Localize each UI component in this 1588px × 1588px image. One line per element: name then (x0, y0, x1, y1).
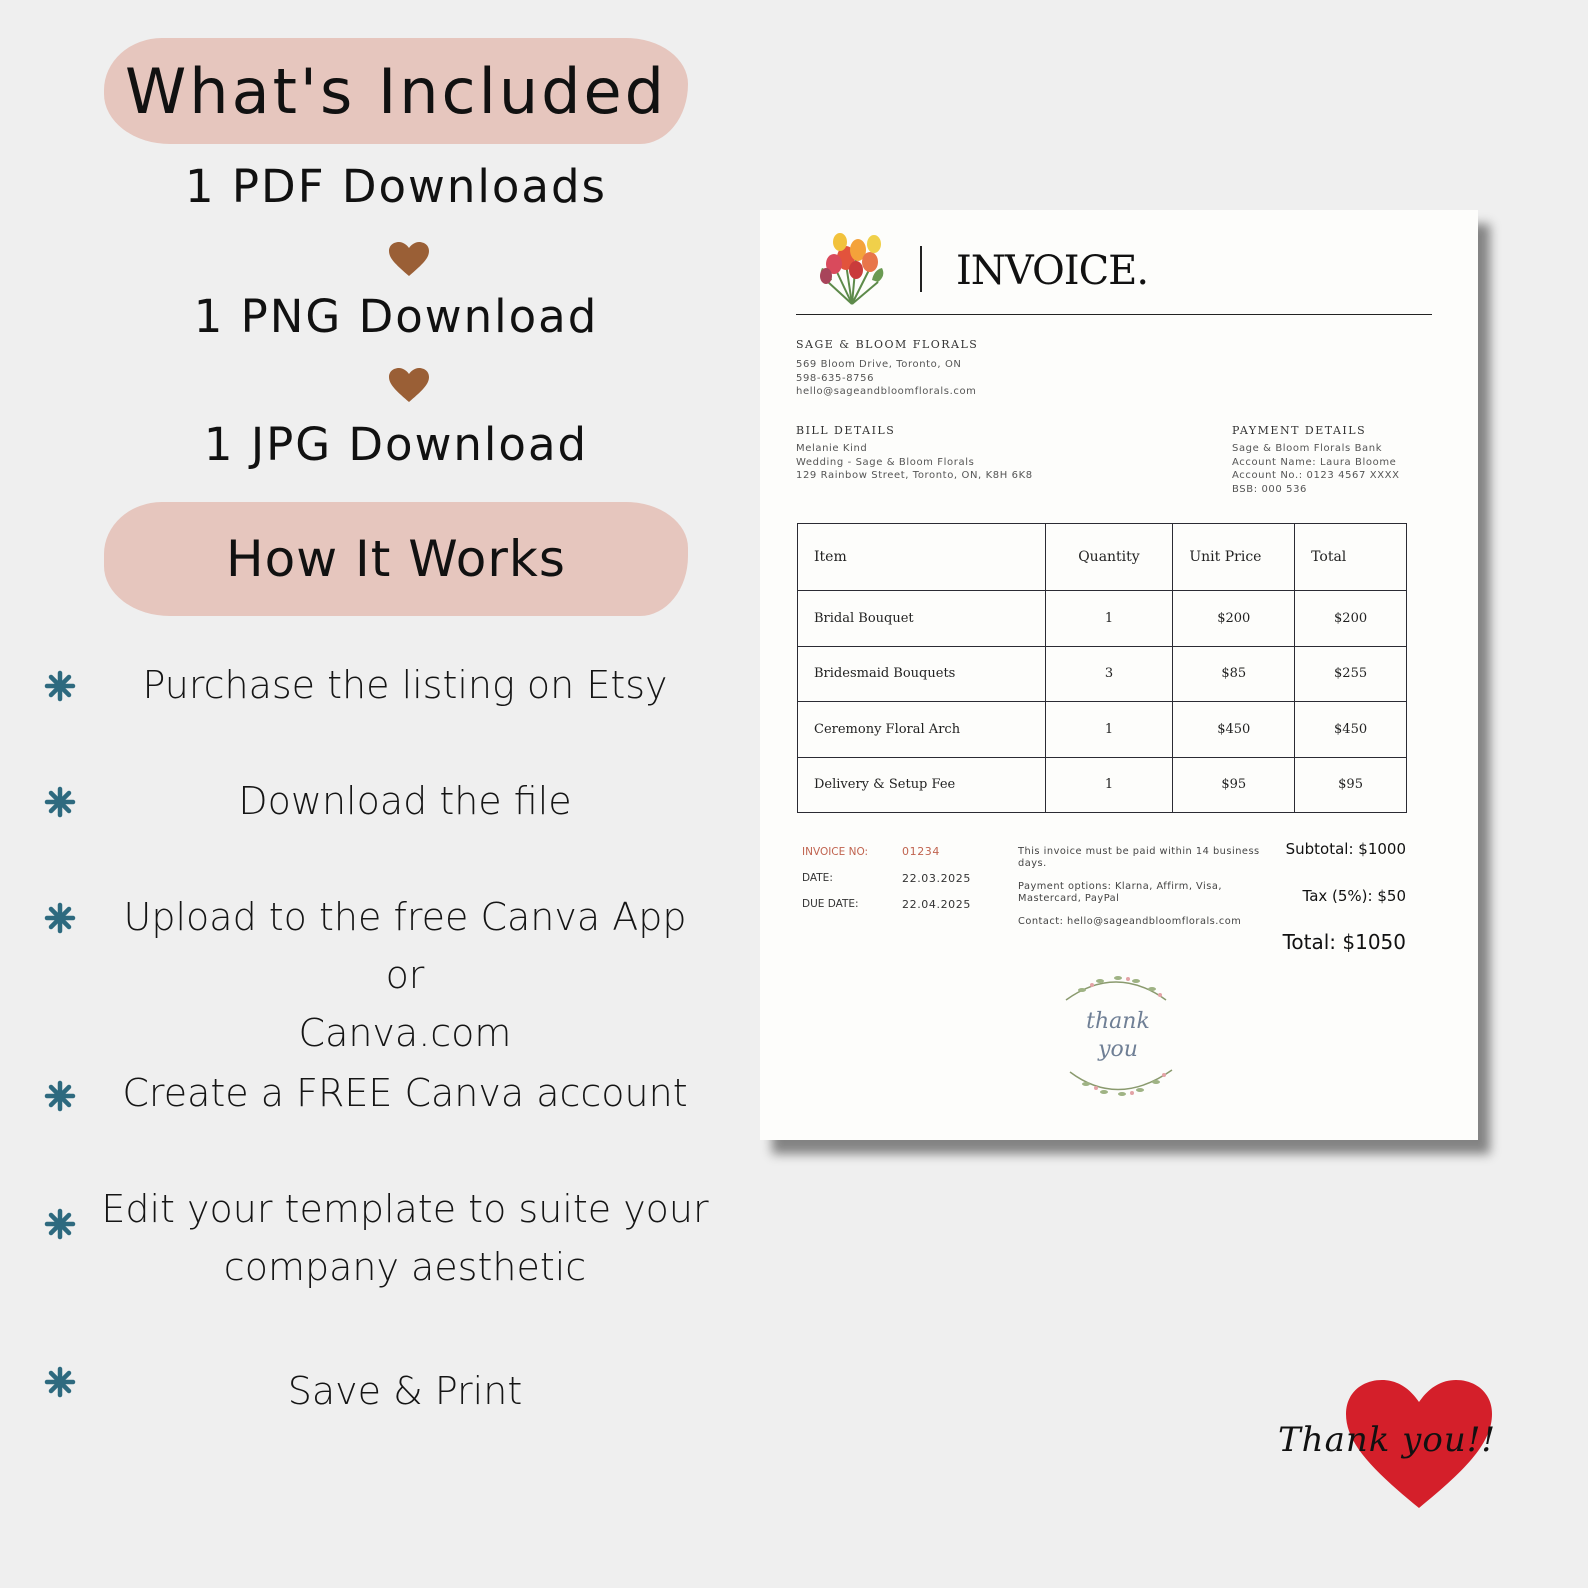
step-1-text: Purchase the listing on Etsy (142, 663, 668, 707)
invoice-no-value: 01234 (902, 845, 940, 858)
header-unit-price: Unit Price (1173, 524, 1295, 591)
header-rule (796, 314, 1432, 315)
company-name: SAGE & BLOOM FLORALS (796, 338, 979, 351)
row-total: $255 (1295, 646, 1407, 702)
row-unit-price: $95 (1173, 757, 1295, 813)
step-5 (100, 1180, 710, 1296)
row-item: Delivery & Setup Fee (798, 757, 1046, 813)
heart-icon (389, 368, 429, 404)
included-item-jpg: 1 JPG Download (203, 418, 589, 471)
step-3-text-line1: Upload to the free Canva App or (123, 895, 687, 997)
tulip-bouquet-icon (812, 224, 892, 310)
row-item: Bridesmaid Bouquets (798, 646, 1046, 702)
subtotal: Subtotal: $1000 (1285, 840, 1406, 858)
row-quantity: 1 (1045, 757, 1173, 813)
asterisk-flower-icon (44, 786, 76, 818)
date-label: DATE: (802, 872, 833, 884)
payment-terms: This invoice must be paid within 14 business days. (1018, 846, 1260, 869)
date-value: 22.03.2025 (902, 872, 971, 885)
wreath-text-thank: thank (1086, 1009, 1150, 1034)
asterisk-flower-icon (44, 1208, 76, 1240)
header-total: Total (1295, 524, 1407, 591)
step-3 (100, 888, 710, 1062)
bill-event: Wedding - Sage & Bloom Florals (796, 456, 975, 468)
thank-you-wreath (1056, 970, 1180, 1102)
row-quantity: 1 (1045, 702, 1173, 758)
invoice-preview (760, 210, 1478, 1140)
bill-info (796, 442, 1033, 483)
company-address: 569 Bloom Drive, Toronto, ON (796, 359, 962, 370)
company-phone: 598-635-8756 (796, 372, 875, 384)
row-quantity: 1 (1045, 591, 1173, 647)
row-item: Ceremony Floral Arch (798, 702, 1046, 758)
company-info (796, 358, 977, 399)
step-5-text-line2: company aesthetic (223, 1245, 587, 1289)
bill-address: 129 Rainbow Street, Toronto, ON, K8H 6K8 (796, 470, 1033, 481)
due-date-value: 22.04.2025 (902, 898, 971, 911)
due-date-label: DUE DATE: (802, 898, 859, 910)
invoice-no-label: INVOICE NO: (802, 846, 869, 858)
step-2-text: Download the file (238, 779, 572, 823)
row-total: $200 (1295, 591, 1407, 647)
row-unit-price: $85 (1173, 646, 1295, 702)
row-unit-price: $450 (1173, 702, 1295, 758)
row-item: Bridal Bouquet (798, 591, 1046, 647)
payment-options: Payment options: Klarna, Affirm, Visa, Mastercard, PayPal (1018, 881, 1222, 904)
invoice-table (797, 523, 1407, 813)
step-3-text-line2: Canva.com (298, 1011, 512, 1055)
row-total: $450 (1295, 702, 1407, 758)
title-separator (920, 246, 922, 292)
asterisk-flower-icon (44, 902, 76, 934)
whats-included-title: What's Included (125, 54, 667, 128)
thank-you-text: Thank you!! (1278, 1420, 1497, 1460)
invoice-title: INVOICE. (956, 248, 1149, 294)
payment-heading: PAYMENT DETAILS (1232, 424, 1367, 437)
step-5-text-line1: Edit your template to suite your (101, 1187, 709, 1231)
asterisk-flower-icon (44, 1080, 76, 1112)
row-unit-price: $200 (1173, 591, 1295, 647)
step-2 (100, 772, 710, 830)
table-row (798, 757, 1407, 813)
bill-heading: BILL DETAILS (796, 424, 896, 437)
asterisk-flower-icon (44, 670, 76, 702)
asterisk-flower-icon (44, 1366, 76, 1398)
payment-account-name: Account Name: Laura Bloome (1232, 456, 1397, 468)
whats-included-banner (104, 38, 688, 144)
row-quantity: 3 (1045, 646, 1173, 702)
grand-total: Total: $1050 (1282, 930, 1406, 954)
wreath-text-you: you (1098, 1037, 1138, 1062)
table-row (798, 591, 1407, 647)
table-row (798, 646, 1407, 702)
tax: Tax (5%): $50 (1302, 887, 1406, 905)
payment-info (1232, 442, 1400, 496)
included-item-pdf: 1 PDF Downloads (184, 160, 608, 213)
step-4 (100, 1064, 710, 1122)
how-it-works-title: How It Works (226, 530, 566, 588)
bill-name: Melanie Kind (796, 443, 868, 454)
how-it-works-banner (104, 502, 688, 616)
step-6 (100, 1362, 710, 1420)
heart-icon (389, 242, 429, 278)
step-1 (100, 656, 710, 714)
header-quantity: Quantity (1045, 524, 1173, 591)
step-4-text: Create a FREE Canva account (122, 1071, 688, 1115)
included-item-png: 1 PNG Download (193, 290, 599, 343)
payment-account-no: Account No.: 0123 4567 XXXX (1232, 470, 1400, 481)
header-item: Item (798, 524, 1046, 591)
payment-bsb: BSB: 000 536 (1232, 483, 1307, 495)
contact-note: Contact: hello@sageandbloomflorals.com (1018, 916, 1242, 927)
step-6-text: Save & Print (287, 1369, 523, 1413)
row-total: $95 (1295, 757, 1407, 813)
company-email: hello@sageandbloomflorals.com (796, 386, 977, 397)
payment-bank: Sage & Bloom Florals Bank (1232, 443, 1383, 454)
table-header-row (798, 524, 1407, 591)
table-row (798, 702, 1407, 758)
